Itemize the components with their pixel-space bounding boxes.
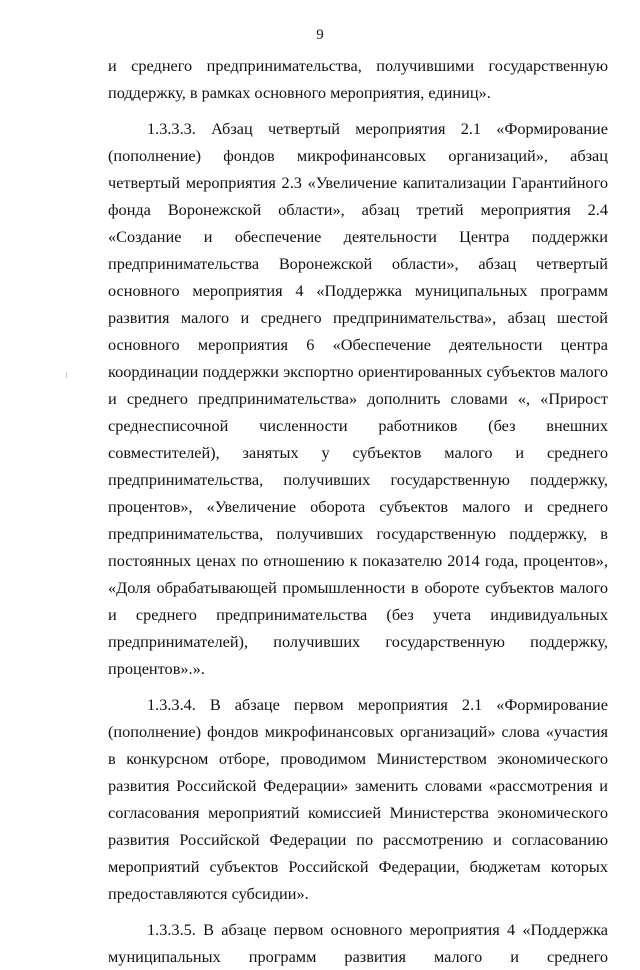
paragraph-continuation: и среднего предпринимательства, получившими государственную поддержку, в рамках основного мероприятия, единиц».	[108, 56, 608, 102]
paragraph-1-3-3-4: 1.3.3.4. В абзаце первом мероприятия 2.1 «Формирование (пополнение) фондов микрофинансовых организаций» слова «участия в конкурсном отборе, проводимом Министерством экономического развития Российской Федерации» заменить словами «рассмотрения и согласования мероприятий комиссией Министерства экономического развития Российской Федерации по рассмотрению и согласованию мероприятий субъектов Российской Федерации, бюджетам которых предоставляются субсидии».	[108, 695, 608, 903]
page-number: 9	[316, 27, 324, 43]
document-body	[108, 52, 608, 970]
paragraph-1-3-3-3: 1.3.3.3. Абзац четвертый мероприятия 2.1 «Формирование (пополнение) фондов микрофинансовых организаций», абзац четвертый мероприятия 2.3 «Увеличение капитализации Гарантийного фонда Воронежской области», абзац третий мероприятия 2.4 «Создание и обеспечение деятельности Центра поддержки предпринимательства Воронежской области», абзац четвертый основного мероприятия 4 «Поддержка муниципальных программ развития малого и среднего предпринимательства», абзац шестой основного мероприятия 6 «Обеспечение деятельности центра координации поддержки экспортно ориентированных субъектов малого и среднего предпринимательства» дополнить словами «, «Прирост среднесписочной численности работников (без внешних совместителей), занятых у субъектов малого и среднего предпринимательства, получивших государственную поддержку, процентов», «Увеличение оборота субъектов малого и среднего предпринимательства, получивших государственную поддержку, в постоянных ценах по отношению к показателю 2014 года, процентов», «Доля обрабатывающей промышленности в обороте субъектов малого и среднего предпринимательства (без учета индивидуальных предпринимателей), получивших государственную поддержку, процентов».».	[108, 119, 608, 678]
margin-mark	[66, 372, 67, 378]
paragraph-1-3-3-5: 1.3.3.5. В абзаце первом основного мероприятия 4 «Поддержка муниципальных программ развития малого и среднего	[108, 920, 608, 966]
